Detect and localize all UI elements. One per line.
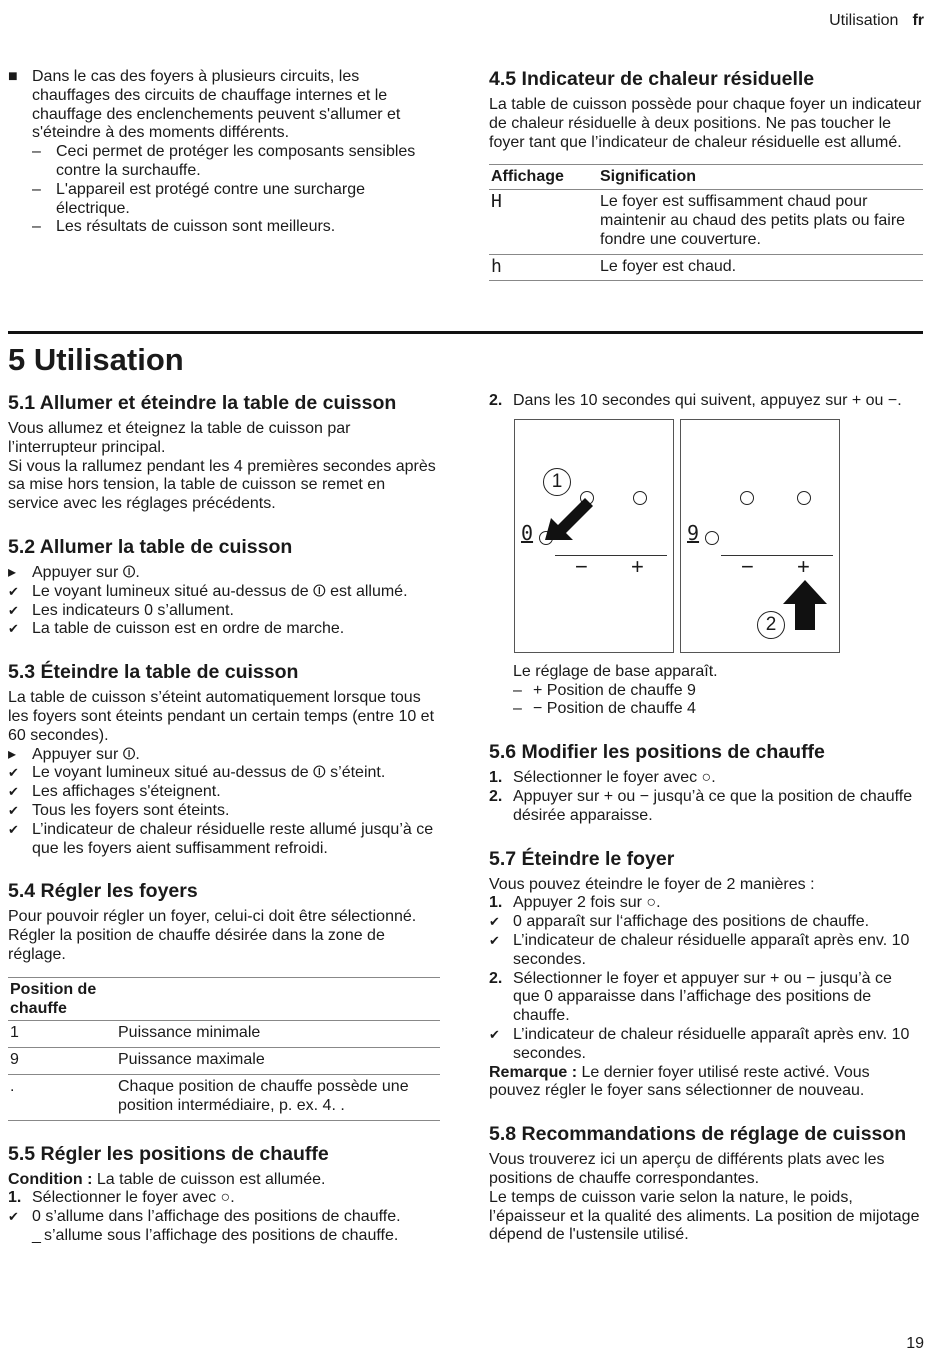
result-item [8,764,440,783]
step-number: 2. [489,969,503,987]
heat-display: 9 [687,520,700,545]
action-item [8,564,440,583]
table-row [8,1048,440,1075]
heat-position-table [8,977,440,1121]
table-row [8,1074,440,1120]
circle-icon [797,491,811,505]
section-text: La table de cuisson possède pour chaque foyer un indicateur de chaleur résiduelle à deux positions. Ne pas toucher le foyer tant que l’indicateur de chaleur résiduelle est allumé. [489,96,922,151]
step-text: Sélectionner le foyer avec ○. [513,769,716,787]
circle-icon [705,531,719,545]
table-cell: 1 [8,1021,116,1048]
dash-icon: – [513,700,522,718]
right-column [489,392,923,1245]
section-title: 5.7 Éteindre le foyer [489,847,675,870]
circle-icon [633,491,647,505]
result-text: s’allume sous l’affichage des positions de chauffe. [44,1226,399,1244]
action-text: Appuyer sur ⏼. [32,563,140,581]
section-4-5 [489,68,923,281]
arrow-up-icon [781,580,829,632]
note [489,1064,923,1102]
minus-icon: − [741,553,754,579]
result-item [489,913,923,932]
step-text: Appuyer sur + ou − jusqu’à ce que la position de chauffe désirée apparaisse. [513,787,913,824]
square-bullet-icon: ■ [8,68,18,85]
section-text: Vous pouvez éteindre le foyer de 2 manières : [489,875,815,893]
check-icon: ✔ [489,932,500,948]
divider [721,555,833,556]
plus-icon: + [797,553,810,579]
step-number: 1. [489,769,503,787]
result-text: Le voyant lumineux situé au-dessus de ⏼ est allumé. [32,582,408,600]
section-title: 5.5 Régler les positions de chauffe [8,1142,329,1165]
step-badge: 1 [543,468,571,496]
list-item [489,682,923,701]
result-item [8,783,440,802]
result-item [489,1026,923,1064]
result-item [8,1208,440,1227]
result-text: L’indicateur de chaleur résiduelle apparaît après env. 10 secondes. [513,931,910,968]
chapter-heading [8,331,923,378]
panel-right [680,419,840,653]
sub-item-text: Ceci permet de protéger les composants sensibles contre la surchauffe. [56,143,416,179]
step-badge: 2 [757,611,785,639]
plus-icon: + [631,553,644,579]
sub-item-text: Les résultats de cuisson sont meilleurs. [56,218,336,236]
table-cell: . [8,1074,116,1120]
result-item [8,602,440,621]
list-item [489,700,923,719]
result-text: L’indicateur de chaleur résiduelle apparaît après env. 10 secondes. [513,1025,910,1062]
dash-icon: – [32,180,41,198]
section-title: 5.6 Modifier les positions de chauffe [489,741,825,764]
arrow-icon [545,492,595,544]
list-item [8,218,440,237]
action-item [8,746,440,765]
check-icon: ✔ [489,914,500,930]
table-cell: Puissance minimale [116,1021,440,1048]
check-icon: ✔ [8,784,19,800]
check-icon: ✔ [8,1209,19,1225]
table-cell: Le foyer est suffisamment chaud pour maintenir au chaud des petits plats ou faire fondre une couverture. [598,190,923,254]
section-text: Vous trouverez ici un aperçu de différents plats avec les positions de chauffe correspondantes. [489,1151,885,1187]
minus-icon: − [575,553,588,579]
dash-icon: – [32,143,41,161]
list-item [8,68,440,143]
dash-icon: – [513,681,522,699]
section-text: Pour pouvoir régler un foyer, celui-ci doit être sélectionné. [8,908,417,926]
result-item [8,802,440,821]
control-illustration [514,419,844,653]
check-icon: ✔ [8,621,19,637]
result-text: 0 s’allume dans l’affichage des positions de chauffe. [32,1208,401,1226]
residual-heat-table [489,164,923,281]
section-text: Le temps de cuisson varie selon la nature, le poids, l’épaisseur et la qualité des aliments. La position de mijotage dépend de l'ustensile utilisé. [489,1188,920,1244]
result-item [8,1227,440,1246]
table-header: Signification [598,165,923,190]
intro-bullet-text: Dans le cas des foyers à plusieurs circuits, les chauffages des circuits de chauffage internes et le chauffage des enclenchements peuvent s'allumer et s'éteindre à des moments différents. [32,68,401,142]
page-header [829,12,924,30]
sub-item-text: + Position de chauffe 9 [533,681,696,699]
section-title: 5.8 Recommandations de réglage de cuisson [489,1123,907,1146]
note-label: Remarque : [489,1063,578,1081]
list-item [8,143,440,181]
table-row [8,1021,440,1048]
condition-label: Condition : [8,1170,93,1188]
result-text: La table de cuisson est en ordre de marche. [32,620,345,638]
step-number: 1. [489,894,503,912]
check-icon: ✔ [8,802,19,818]
result-text: Les affichages s'éteignent. [32,783,221,801]
table-row [489,254,923,281]
check-icon: ✔ [489,1026,500,1042]
sub-item-text: L'appareil est protégé contre une surcharge électrique. [56,180,366,217]
step-text: Sélectionner le foyer et appuyer sur + ou − jusqu’à ce que 0 apparaisse dans l’affichage des positions de chauffe. [513,969,892,1025]
step-item [489,894,923,913]
table-header: Position de chauffe [8,977,116,1021]
check-icon: ✔ [8,765,19,781]
divider [555,555,667,556]
dash-icon: – [32,218,41,236]
condition-text: La table de cuisson est allumée. [96,1170,326,1188]
step-item [8,1189,440,1208]
table-header: Affichage [489,165,598,190]
result-text: Tous les foyers sont éteints. [32,801,230,819]
result-item [8,620,440,639]
step-item [489,769,923,788]
step-item [489,788,923,826]
table-cell: Le foyer est chaud. [598,254,923,281]
step-number: 2. [489,787,503,805]
result-text: Le réglage de base apparaît. [513,662,718,680]
circle-icon [740,491,754,505]
table-cell: Puissance maximale [116,1048,440,1075]
section-title: 4.5 Indicateur de chaleur résiduelle [489,68,815,90]
heat-display: 0 [521,520,534,545]
chapter-title: 5 Utilisation [8,342,184,377]
step-text: Appuyer 2 fois sur ○. [513,894,661,912]
intro-list [8,68,440,237]
section-text: Si vous la rallumez pendant les 4 premières secondes après sa mise hors tension, la table de cuisson se remet en service avec les réglages précédents. [8,457,436,513]
section-text: Régler la position de chauffe désirée dans la zone de réglage. [8,927,385,963]
result-text: Les indicateurs 0 s’allument. [32,601,234,619]
result-text: 0 apparaît sur l‘affichage des positions de chauffe. [513,913,870,931]
step-item [489,970,923,1026]
section-title: 5.4 Régler les foyers [8,880,198,903]
section-title: 5.1 Allumer et éteindre la table de cuisson [8,392,397,414]
result-item [489,932,923,970]
table-row [489,190,923,254]
check-icon: ✔ [8,602,19,618]
panel-left [514,419,674,653]
section-title: 5.3 Éteindre la table de cuisson [8,661,299,684]
display-symbol: h [489,254,598,281]
check-icon: ✔ [8,821,19,837]
step-text: Sélectionner le foyer avec ○. [32,1189,235,1207]
triangle-bullet-icon: ▸ [8,563,17,581]
table-cell: Chaque position de chauffe possède une position intermédiaire, p. ex. 4. . [116,1074,440,1120]
step-number: 1. [8,1189,22,1207]
step-text: Dans les 10 secondes qui suivent, appuyez sur + ou −. [513,392,902,409]
action-text: Appuyer sur ⏼. [32,745,140,763]
section-text: La table de cuisson s’éteint automatiquement lorsque tous les foyers sont éteints pendant un certain temps (entre 10 et 60 secondes). [8,689,435,744]
list-item [8,181,440,219]
underscore-icon: _ [32,1226,41,1244]
result-text: L’indicateur de chaleur résiduelle reste allumé jusqu’à ce que les foyers aient suffisamment refroidi. [32,820,434,857]
left-column [8,392,440,1246]
sub-item-text: − Position de chauffe 4 [533,700,696,718]
step-number: 2. [489,392,503,409]
check-icon: ✔ [8,583,19,599]
section-text: Vous allumez et éteignez la table de cuisson par l’interrupteur principal. [8,420,351,456]
note-text: Le dernier foyer utilisé reste activé. Vous pouvez régler le foyer sans sélectionner de nouveau. [489,1063,870,1100]
display-symbol: H [489,190,598,254]
page-number: 19 [906,1335,924,1352]
result-item [8,583,440,602]
condition [8,1171,440,1190]
step-item [489,392,923,411]
header-lang: fr [912,12,924,29]
result-text: Le voyant lumineux situé au-dessus de ⏼ s’éteint. [32,764,386,782]
triangle-bullet-icon: ▸ [8,745,17,763]
result-item [8,821,440,859]
section-title: 5.2 Allumer la table de cuisson [8,535,293,558]
table-cell: 9 [8,1048,116,1075]
header-section: Utilisation [829,12,899,29]
